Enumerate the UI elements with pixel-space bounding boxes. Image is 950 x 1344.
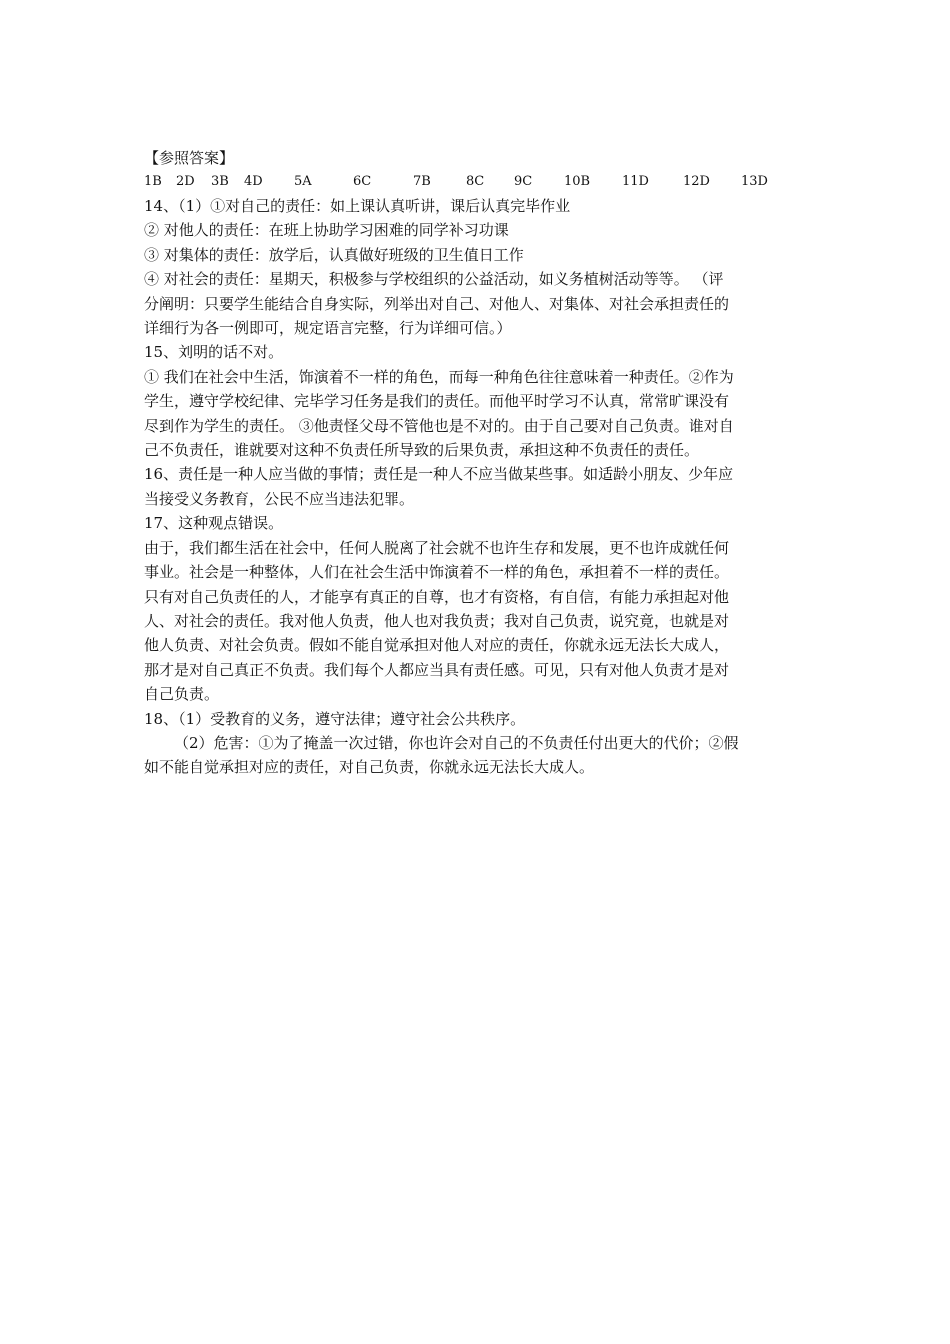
q18-part2-answer: （2）危害：①为了掩盖一次过错，你也许会对自己的不负责任付出更大的代价；②假 (174, 733, 739, 752)
answer-13: 13D (741, 174, 768, 189)
q14-answer-self: 14、（1）①对自己的责任：如上课认真听讲，课后认真完毕作业 (144, 197, 571, 215)
q15-explanation-cont: 学生，遵守学校纪律、完毕学习任务是我们的责任。而他平时学习不认真，常常旷课没有 (144, 392, 730, 411)
answer-12: 12D (683, 174, 710, 189)
q17-explanation-cont: 事业。社会是一种整体，人们在社会生活中饰演着不一样的角色，承担着不一样的责任。 (144, 563, 730, 582)
q17-answer: 17、这种观点错误。 (144, 514, 284, 533)
answer-8: 8C (466, 174, 485, 189)
q17-explanation-cont: 人、对社会的责任。我对他人负责，他人也对我负责；我对自己负责，说究竟，也就是对 (144, 611, 730, 630)
answer-4: 4D (244, 174, 263, 189)
answer-5: 5A (294, 174, 312, 189)
q14-answer-others: ② 对他人的责任：在班上协助学习困难的同学补习功课 (144, 221, 509, 240)
answer-1: 1B (144, 174, 162, 189)
q17-explanation-cont: 只有对自己负责任的人，才能享有真正的自尊，也才有资格，有自信，有能力承担起对他 (144, 587, 730, 606)
q16-answer: 16、责任是一种人应当做的事情；责任是一种人不应当做某些事。如适龄小朋友、少年应 (144, 465, 734, 484)
answer-10: 10B (564, 174, 591, 189)
answer-3: 3B (211, 174, 229, 189)
q15-answer: 15、刘明的话不对。 (144, 343, 284, 362)
q15-explanation-cont: 尽到作为学生的责任。 ③他责怪父母不管他也是不对的。由于自己要对自己负责。谁对自 (144, 416, 734, 435)
q17-explanation-cont: 自己负责。 (144, 685, 220, 704)
q17-explanation: 由于，我们都生活在社会中，任何人脱离了社会就不也许生存和发展，更不也许成就任何 (144, 538, 730, 557)
answer-7: 7B (413, 174, 431, 189)
q14-answer-collective: ③ 对集体的责任：放学后，认真做好班级的卫生值日工作 (144, 245, 524, 264)
answer-11: 11D (622, 174, 649, 189)
q18-part1-answer: 18、（1）受教育的义务，遵守法律；遵守社会公共秩序。 (144, 709, 526, 728)
q17-explanation-cont: 那才是对自己真正不负责。我们每个人都应当具有责任感。可见，只有对他人负责才是对 (144, 660, 730, 679)
answer-2: 2D (176, 174, 195, 189)
q14-scoring-note: 分阐明：只要学生能结合自身实际，列举出对自己、对他人、对集体、对社会承担责任的 (144, 294, 730, 313)
q16-answer-cont: 当接受义务教育，公民不应当违法犯罪。 (144, 489, 415, 508)
q14-scoring-note-cont: 详细行为各一例即可，规定语言完整，行为详细可信。） (144, 319, 512, 338)
q17-explanation-cont: 他人负责、对社会负责。假如不能自觉承担对他人对应的责任，你就永远无法长大成人， (144, 636, 730, 655)
multiple-choice-answers (144, 170, 812, 194)
answer-9: 9C (514, 174, 533, 189)
q15-explanation: ① 我们在社会中生活，饰演着不一样的角色，而每一种角色往往意味着一种责任。②作为 (144, 367, 734, 386)
q18-part2-answer-cont: 如不能自觉承担对应的责任，对自己负责，你就永远无法长大成人。 (144, 758, 595, 777)
q14-answer-society: ④ 对社会的责任：星期天，积极参与学校组织的公益活动，如义务植树活动等等。 （评 (144, 270, 724, 289)
answer-6: 6C (353, 174, 372, 189)
answer-key-heading: 【参照答案】 (144, 149, 235, 167)
q15-explanation-cont: 己不负责任，谁就要对这种不负责任所导致的后果负责，承担这种不负责任的责任。 (144, 441, 700, 460)
answer-key (144, 146, 812, 780)
